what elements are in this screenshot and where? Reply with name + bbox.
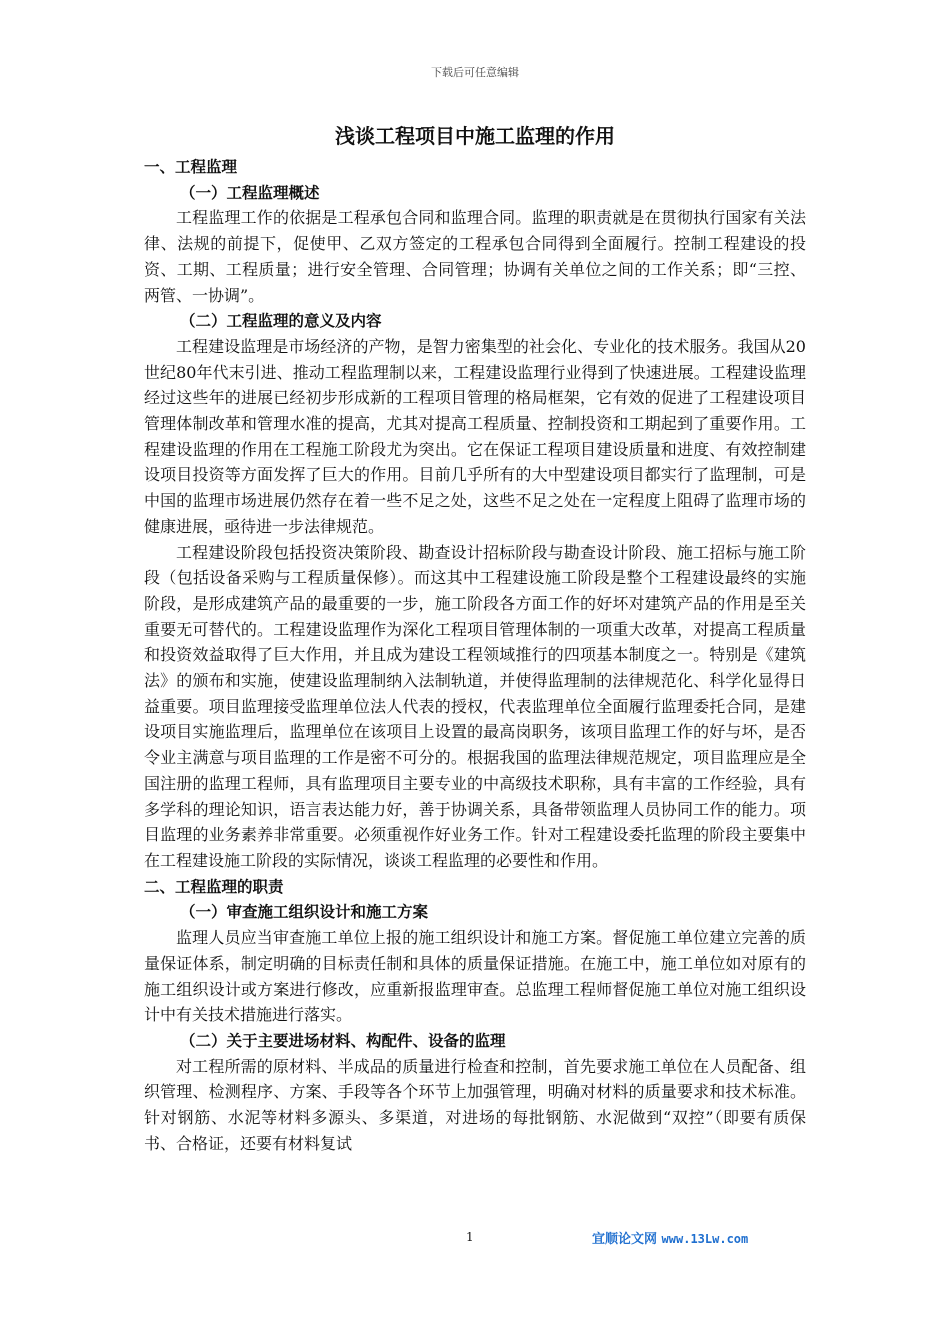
header-note: 下载后可任意编辑 (431, 66, 519, 79)
subsection-heading: （一）工程监理概述 (180, 182, 320, 202)
site-url-link[interactable]: www.13Lw.com (661, 1232, 749, 1246)
paragraph: 工程监理工作的依据是工程承包合同和监理合同。监理的职责就是在贯彻执行国家有关法律、法规的前提下，促使甲、乙双方签定的工程承包合同得到全面履行。控制工程建设的投资、工期、工程质量；进行安全管理、合同管理；协调有关单位之间的工作关系；即“三控、两管、一协调”。 (144, 208, 806, 305)
page-number: 1 (466, 1230, 474, 1244)
site-watermark[interactable] (592, 1228, 748, 1247)
document-title: 浅谈工程项目中施工监理的作用 (335, 124, 615, 148)
site-name: 宜顺论文网 (592, 1232, 658, 1247)
paragraph: 工程建设监理是市场经济的产物，是智力密集型的社会化、专业化的技术服务。我国从20世纪80年代末引进、推动工程监理制以来，工程建设监理行业得到了快速进展。工程建设监理经过这些年的进展已经初步形成新的工程项目管理的格局框架，它有效的促进了工程建设项目管理体制改革和管理水准的提高，尤其对提高工程质量、控制投资和工期起到了重要作用。工程建设监理的作用在工程施工阶段尤为突出。它在保证工程项目建设质量和进度、有效控制建设项目投资等方面发挥了巨大的作用。目前几乎所有的大中型建设项目都实行了监理制，可是中国的监理市场进展仍然存在着一些不足之处，这些不足之处在一定程度上阻碍了监理市场的健康进展，亟待进一步法律规范。 (144, 336, 806, 536)
subsection-heading: （一）审查施工组织设计和施工方案 (180, 902, 429, 922)
section-heading: 一、工程监理 (144, 157, 238, 176)
page-footer (0, 1230, 950, 1254)
paragraph: 对工程所需的原材料、半成品的质量进行检查和控制，首先要求施工单位在人员配备、组织管理、检测程序、方案、手段等各个环节上加强管理，明确对材料的质量要求和技术标准。针对钢筋、水泥等材料多源头、多渠道，对进场的每批钢筋、水泥做到“双控”（即要有质保书、合格证，还要有材料复试 (144, 1056, 806, 1153)
paragraph: 监理人员应当审查施工单位上报的施工组织设计和施工方案。督促施工单位建立完善的质量保证体系，制定明确的目标责任制和具体的质量保证措施。在施工中，施工单位如对原有的施工组织设计或方案进行修改，应重新报监理审查。总监理工程师督促施工单位对施工组织设计中有关技术措施进行落实。 (144, 928, 806, 1025)
document-body (144, 118, 806, 1156)
section-heading: 二、工程监理的职责 (144, 876, 284, 896)
subsection-heading: （二）关于主要进场材料、构配件、设备的监理 (180, 1030, 506, 1050)
paragraph: 工程建设阶段包括投资决策阶段、勘查设计招标阶段与勘查设计阶段、施工招标与施工阶段（包括设备采购与工程质量保修）。而这其中工程建设施工阶段是整个工程建设最终的实施阶段，是形成建筑产品的最重要的一步，施工阶段各方面工作的好坏对建筑产品的作用是至关重要无可替代的。工程建设监理作为深化工程项目管理体制的一项重大改革，对提高工程质量和投资效益取得了巨大作用，并且成为建设工程领域推行的四项基本制度之一。特别是《建筑法》的颁布和实施，使建设监理制纳入法制轨道，并使得监理制的法律规范化、科学化显得日益重要。项目监理接受监理单位法人代表的授权，代表监理单位全面履行监理委托合同，是建设项目实施监理后，监理单位在该项目上设置的最高岗职务，该项目监理工作的好与坏，是否令业主满意与项目监理的工作是密不可分的。根据我国的监理法律规范规定，项目监理应是全国注册的监理工程师，具有监理项目主要专业的中高级技术职称，具有丰富的工作经验，具有多学科的理论知识，语言表达能力好，善于协调关系，具备带领监理人员协同工作的能力。项目监理的业务素养非常重要。必须重视作好业务工作。针对工程建设委托监理的阶段主要集中在工程建设施工阶段的实际情况，谈谈工程监理的必要性和作用。 (144, 542, 806, 870)
subsection-heading: （二）工程监理的意义及内容 (180, 311, 382, 331)
